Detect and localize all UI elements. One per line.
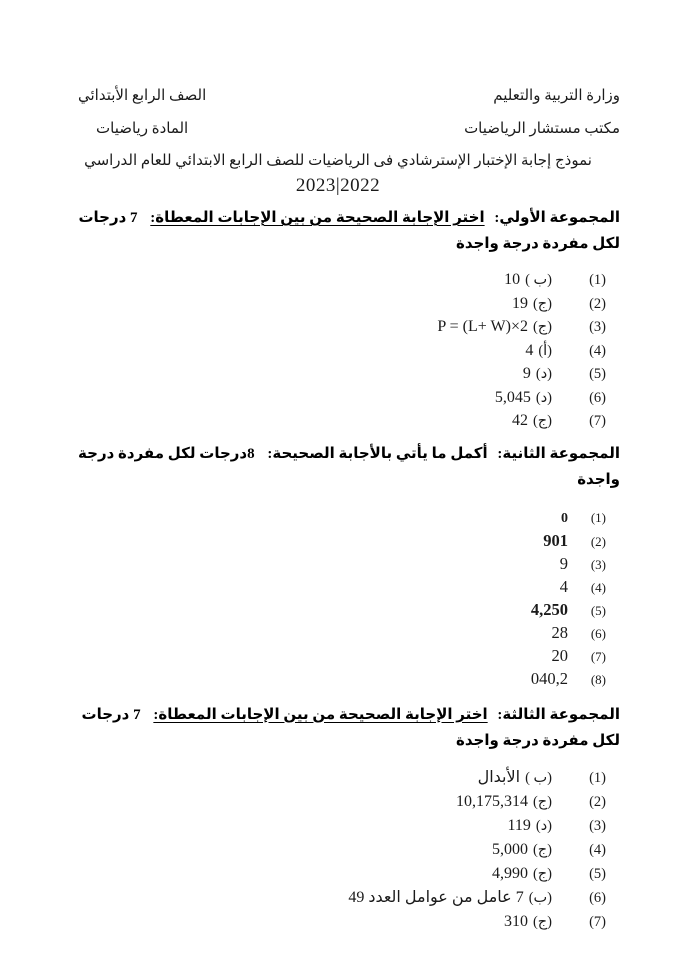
group1-heading	[56, 205, 620, 257]
choice-letter: (ج)	[532, 865, 552, 882]
group2-answers	[56, 506, 620, 690]
answer-value: 4	[559, 576, 568, 596]
document-header	[56, 80, 620, 146]
item-number: (3)	[590, 556, 606, 572]
answer-value: P = (L+ W)×2	[437, 318, 528, 335]
answer-row	[56, 292, 606, 316]
item-number: (2)	[589, 295, 606, 312]
choice-letter: (ج)	[532, 319, 552, 335]
answer-row	[56, 386, 606, 410]
choice-letter: (د)	[535, 389, 552, 406]
choice-letter: (ج)	[532, 841, 552, 858]
answer-row	[56, 910, 606, 934]
answer-value: الأبدال	[477, 768, 521, 786]
answer-value: 19	[511, 294, 528, 312]
header-left-column	[56, 80, 206, 146]
group3-points: 7 درجات لكل مفردة درجة واجدة	[81, 706, 620, 749]
academic-year: 2023|2022	[295, 175, 381, 196]
answer-row	[56, 506, 606, 529]
choice-letter: (ب )	[525, 769, 552, 786]
choice-letter: (د)	[535, 366, 552, 382]
group2-instruction: أكمل ما يأتي بالأجابة الصحيحة:	[267, 445, 488, 462]
item-number: (6)	[590, 625, 606, 641]
item-number: (6)	[589, 889, 606, 906]
item-number: (3)	[589, 319, 606, 335]
choice-letter: (ج)	[532, 913, 552, 930]
answer-value: 310	[503, 912, 528, 930]
answer-row	[56, 814, 606, 838]
item-number: (2)	[590, 533, 606, 549]
group1-points: 7 درجات لكل مفردة درجة واجدة	[78, 210, 620, 252]
answer-value: 040,2	[530, 668, 568, 688]
answer-row	[56, 862, 606, 886]
item-number: (4)	[589, 841, 606, 858]
answer-value: 4	[525, 341, 534, 359]
item-number: (3)	[589, 817, 606, 834]
answer-value: 7 عامل من عوامل العدد 49	[348, 888, 524, 906]
group3-answers	[56, 766, 620, 934]
item-number: (6)	[589, 389, 606, 406]
answer-value: 9	[522, 365, 531, 382]
answer-row	[56, 644, 606, 667]
answer-row	[56, 575, 606, 598]
document-title: نموذج إجابة الإختبار الإسترشادي فى الرياضيات للصف الرابع الابتدائي للعام الدراسي	[84, 153, 592, 169]
choice-letter: (أ)	[538, 342, 552, 359]
item-number: (7)	[589, 913, 606, 930]
answer-value: 10	[504, 271, 521, 288]
answer-value: 9	[559, 553, 568, 573]
group3-heading	[56, 702, 620, 754]
answer-row	[56, 667, 606, 690]
choice-letter: (ج)	[532, 413, 552, 429]
header-right-column	[464, 80, 620, 146]
answer-row	[56, 838, 606, 862]
item-number: (4)	[589, 342, 606, 359]
item-number: (5)	[589, 865, 606, 882]
answer-row	[56, 790, 606, 814]
answer-row	[56, 766, 606, 790]
choice-letter: (ب)	[528, 889, 552, 906]
answer-row	[56, 529, 606, 552]
grade-label: الصف الرابع الأبتدائي	[78, 88, 207, 104]
answer-value: 4,990	[491, 864, 528, 882]
group2-name: المجموعة الثانية:	[497, 445, 620, 462]
answer-value: 28	[551, 622, 568, 642]
choice-letter: (ج)	[532, 793, 552, 810]
item-number: (7)	[589, 413, 606, 429]
answer-value: 901	[543, 530, 568, 550]
answer-value: 42	[511, 412, 528, 429]
group2-points: 8درجات لكل مفردة درجة واجدة	[78, 445, 620, 488]
group2-heading	[56, 441, 620, 493]
answer-row	[56, 552, 606, 575]
item-number: (1)	[589, 769, 606, 786]
answer-value: 20	[551, 645, 568, 665]
answer-row	[56, 621, 606, 644]
subject-label: المادة رياضيات	[96, 121, 189, 137]
answer-value: 0	[561, 510, 568, 526]
choice-letter: (د)	[535, 817, 552, 834]
group1-name: المجموعة الأولي:	[494, 210, 620, 226]
item-number: (1)	[590, 509, 606, 525]
advisor-office: مكتب مستشار الرياضيات	[464, 121, 620, 137]
item-number: (1)	[589, 272, 606, 288]
answer-row	[56, 886, 606, 910]
item-number: (8)	[590, 671, 606, 687]
item-number: (5)	[590, 602, 606, 618]
choice-letter: (ب )	[525, 272, 552, 288]
answer-row	[56, 409, 606, 433]
item-number: (4)	[590, 579, 606, 595]
group1-answers	[56, 268, 620, 433]
item-number: (2)	[589, 793, 606, 810]
answer-row	[56, 598, 606, 621]
answer-value: 4,250	[530, 599, 568, 619]
answer-row	[56, 268, 606, 292]
item-number: (7)	[590, 648, 606, 664]
group3-name: المجموعة الثالثة:	[497, 706, 620, 723]
answer-value: 5,000	[491, 840, 528, 858]
answer-row	[56, 362, 606, 386]
group3-instruction: اختر الإجابة الصحيحة من بين الإجابات المعطاة:	[153, 706, 488, 723]
item-number: (5)	[589, 366, 606, 382]
group1-instruction: اختر الإجابة الصحيحة من بين الإجابات المعطاة:	[150, 210, 485, 226]
ministry-name: وزارة التربية والتعليم	[493, 88, 620, 104]
answer-value: 5,045	[494, 388, 531, 406]
answer-value: 119	[507, 816, 531, 834]
answer-value: 10,175,314	[455, 792, 528, 810]
answer-row	[56, 339, 606, 363]
answer-row	[56, 315, 606, 339]
choice-letter: (ج)	[532, 295, 552, 312]
